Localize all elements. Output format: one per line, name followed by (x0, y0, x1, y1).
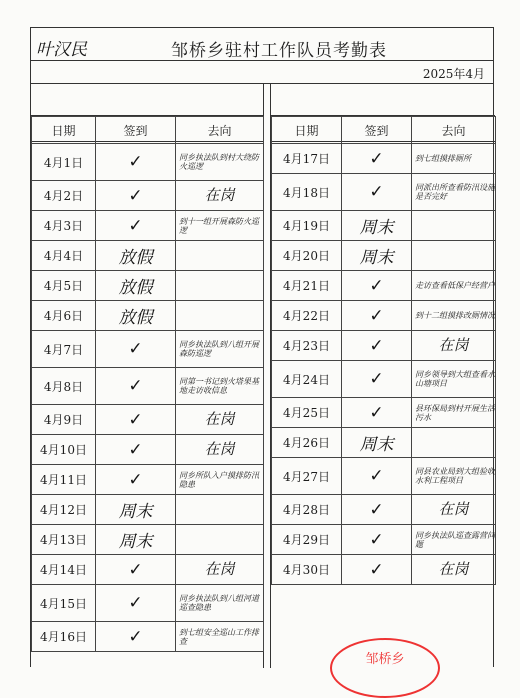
table-row (32, 181, 264, 211)
sheet-title: 邹桥乡驻村工作队员考勤表 (171, 41, 387, 61)
row-sign: 放假 (96, 271, 176, 301)
row-date: 4月28日 (272, 495, 342, 525)
row-sign: 放假 (96, 241, 176, 271)
row-date: 4月15日 (32, 585, 96, 622)
row-date: 4月17日 (272, 144, 342, 174)
row-destination (412, 428, 496, 458)
header-sign: 签到 (96, 117, 176, 144)
row-destination: 到七组安全巡山工作排查 (176, 622, 264, 652)
row-destination: 在岗 (412, 555, 496, 585)
row-destination (176, 301, 264, 331)
row-date: 4月14日 (32, 555, 96, 585)
row-destination: 同县农业局到大组验收水利工程项目 (412, 458, 496, 495)
table-row (272, 555, 496, 585)
row-sign: 周末 (342, 428, 412, 458)
row-destination: 到十二组摸排改厕情况 (412, 301, 496, 331)
row-date: 4月20日 (272, 241, 342, 271)
row-sign: ✓ (96, 622, 176, 652)
row-destination: 同乡领导到大组查看水山塘项目 (412, 361, 496, 398)
row-destination: 县环保局到村开展生活污水 (412, 398, 496, 428)
row-destination: 在岗 (176, 435, 264, 465)
table-row (32, 465, 264, 495)
row-sign: ✓ (96, 435, 176, 465)
row-date: 4月18日 (272, 174, 342, 211)
row-destination: 在岗 (412, 331, 496, 361)
divider (31, 60, 493, 61)
header-dest: 去向 (176, 117, 264, 144)
row-sign: ✓ (96, 181, 176, 211)
table-row (272, 301, 496, 331)
table-row (272, 398, 496, 428)
header-date: 日期 (272, 117, 342, 144)
row-date: 4月30日 (272, 555, 342, 585)
row-destination: 同派出所查看防汛设施是否完好 (412, 174, 496, 211)
row-date: 4月29日 (272, 525, 342, 555)
table-row (272, 241, 496, 271)
seal-text: 邹桥乡 (365, 652, 405, 667)
table-row (32, 405, 264, 435)
row-sign: ✓ (342, 398, 412, 428)
row-sign: ✓ (342, 331, 412, 361)
table-row (32, 495, 264, 525)
row-destination: 到七组摸排厕所 (412, 144, 496, 174)
table-row (32, 144, 264, 181)
row-sign: ✓ (342, 144, 412, 174)
row-date: 4月1日 (32, 144, 96, 181)
row-destination: 同乡执法队到八组开展森防巡逻 (176, 331, 264, 368)
row-date: 4月4日 (32, 241, 96, 271)
row-date: 4月11日 (32, 465, 96, 495)
row-sign: 周末 (96, 495, 176, 525)
row-date: 4月25日 (272, 398, 342, 428)
table-row (272, 495, 496, 525)
row-date: 4月24日 (272, 361, 342, 398)
header-sign: 签到 (342, 117, 412, 144)
row-destination: 在岗 (412, 495, 496, 525)
row-sign: 周末 (96, 525, 176, 555)
row-date: 4月5日 (32, 271, 96, 301)
row-destination (176, 495, 264, 525)
row-sign: ✓ (342, 555, 412, 585)
row-sign: 放假 (96, 301, 176, 331)
row-destination: 在岗 (176, 181, 264, 211)
attendance-table-left (31, 116, 264, 652)
row-destination (176, 241, 264, 271)
row-destination: 走访查看低保户经营户 (412, 271, 496, 301)
row-sign: 周末 (342, 241, 412, 271)
table-row (32, 435, 264, 465)
row-date: 4月23日 (272, 331, 342, 361)
row-sign: ✓ (342, 458, 412, 495)
table-row (32, 211, 264, 241)
row-date: 4月27日 (272, 458, 342, 495)
row-date: 4月6日 (32, 301, 96, 331)
staff-name: 叶汉民 (36, 40, 87, 60)
table-row (272, 211, 496, 241)
table-row (32, 585, 264, 622)
header-dest: 去向 (412, 117, 496, 144)
table-row (32, 271, 264, 301)
row-destination: 同乡执法队到八组河道巡查隐患 (176, 585, 264, 622)
table-row (272, 525, 496, 555)
row-destination (412, 211, 496, 241)
row-destination (176, 271, 264, 301)
row-destination: 到十一组开展森防火巡逻 (176, 211, 264, 241)
official-seal (330, 638, 440, 698)
row-date: 4月19日 (272, 211, 342, 241)
row-date: 4月12日 (32, 495, 96, 525)
row-date: 4月26日 (272, 428, 342, 458)
row-destination (176, 525, 264, 555)
attendance-table-right (271, 116, 496, 585)
row-date: 4月2日 (32, 181, 96, 211)
sheet-month: 2025年4月 (422, 67, 485, 81)
table-row (272, 458, 496, 495)
table-row (272, 144, 496, 174)
row-sign: ✓ (96, 585, 176, 622)
table-row (32, 331, 264, 368)
column-gap (263, 83, 271, 668)
table-row (272, 271, 496, 301)
row-date: 4月10日 (32, 435, 96, 465)
row-sign: ✓ (96, 368, 176, 405)
header-date: 日期 (32, 117, 96, 144)
table-row (32, 368, 264, 405)
row-date: 4月8日 (32, 368, 96, 405)
row-date: 4月22日 (272, 301, 342, 331)
row-sign: ✓ (96, 405, 176, 435)
row-sign: ✓ (342, 301, 412, 331)
row-sign: ✓ (96, 465, 176, 495)
row-sign: 周末 (342, 211, 412, 241)
row-sign: ✓ (342, 525, 412, 555)
row-date: 4月7日 (32, 331, 96, 368)
table-row (272, 174, 496, 211)
row-sign: ✓ (342, 361, 412, 398)
table-row (32, 525, 264, 555)
row-sign: ✓ (342, 271, 412, 301)
row-sign: ✓ (342, 495, 412, 525)
row-destination: 同乡执法队巡查露营问题 (412, 525, 496, 555)
row-date: 4月9日 (32, 405, 96, 435)
row-date: 4月16日 (32, 622, 96, 652)
table-row (272, 428, 496, 458)
row-sign: ✓ (342, 174, 412, 211)
table-row (272, 361, 496, 398)
row-sign: ✓ (96, 331, 176, 368)
table-row (32, 301, 264, 331)
table-row (32, 622, 264, 652)
table-row (272, 331, 496, 361)
row-sign: ✓ (96, 211, 176, 241)
table-row (32, 555, 264, 585)
row-destination: 在岗 (176, 555, 264, 585)
row-destination: 同乡所队入户摸排防汛隐患 (176, 465, 264, 495)
row-destination: 在岗 (176, 405, 264, 435)
row-destination: 同乡执法队到村大绕防火巡逻 (176, 144, 264, 181)
row-destination (412, 241, 496, 271)
row-sign: ✓ (96, 555, 176, 585)
row-destination: 同第一书记到火塔果基地走访收信息 (176, 368, 264, 405)
table-row (32, 241, 264, 271)
row-date: 4月13日 (32, 525, 96, 555)
row-date: 4月21日 (272, 271, 342, 301)
attendance-sheet (30, 27, 494, 667)
row-date: 4月3日 (32, 211, 96, 241)
row-sign: ✓ (96, 144, 176, 181)
